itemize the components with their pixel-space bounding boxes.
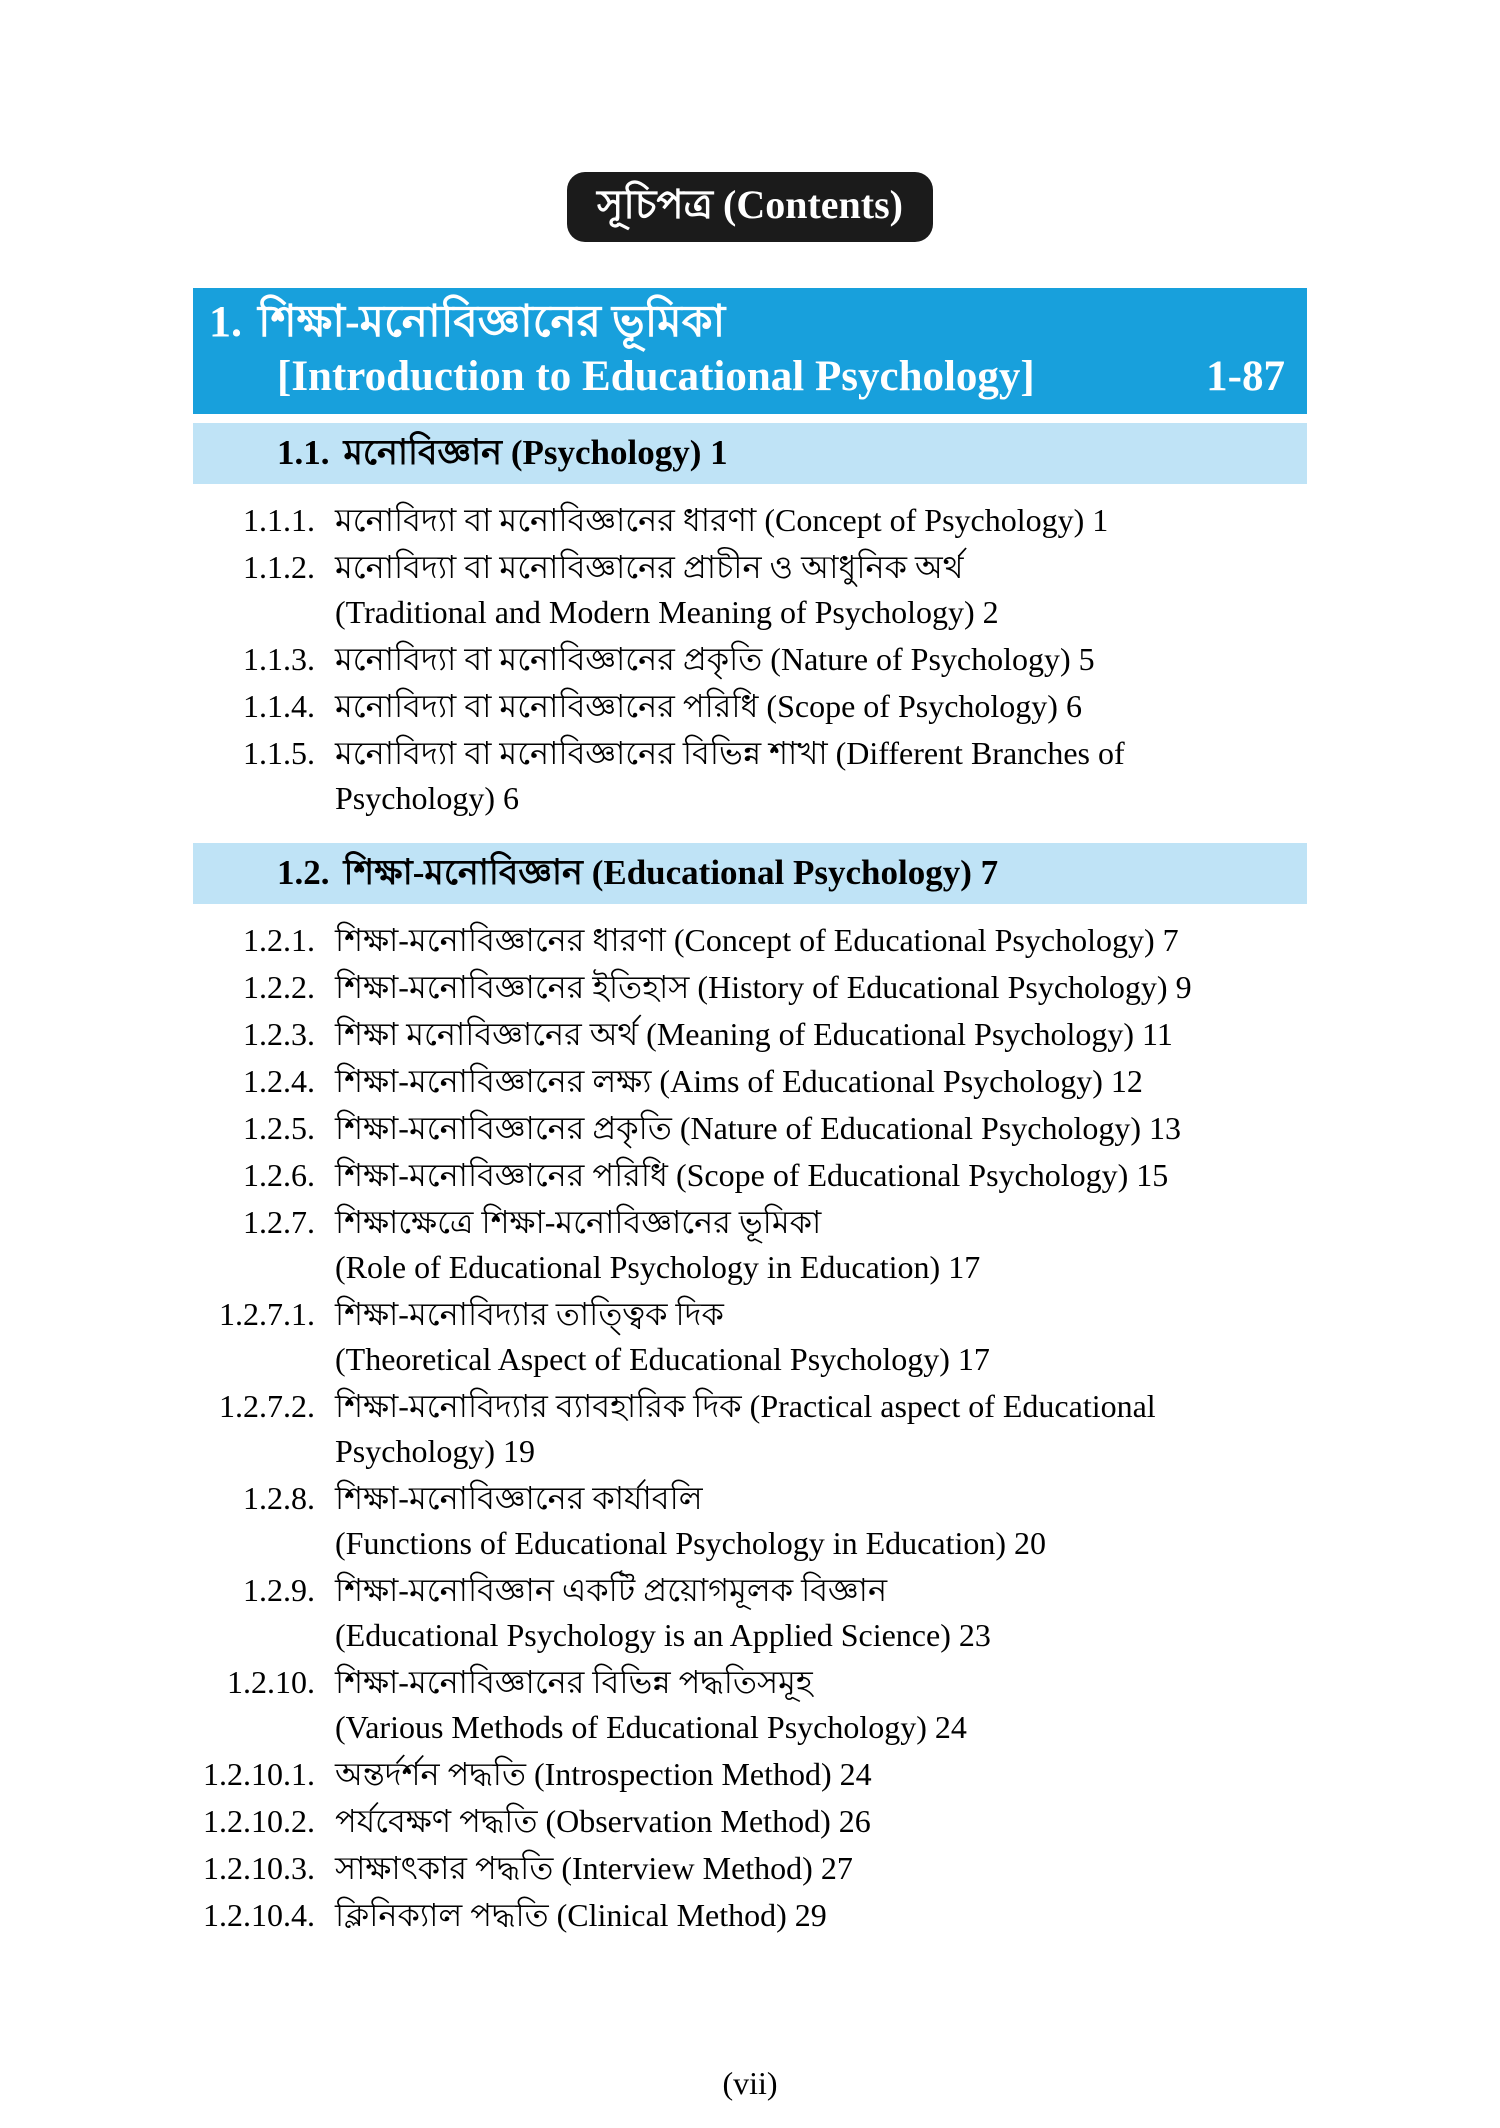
chapter-title-english: [Introduction to Educational Psychology] — [277, 353, 1035, 400]
toc-entry — [0, 1059, 1500, 1104]
toc-entry — [0, 637, 1500, 682]
entry-number: 1.2.2. — [243, 969, 315, 1005]
toc-entry — [0, 1106, 1500, 1151]
contents-badge-row — [0, 0, 1500, 242]
entry-number: 1.1.1. — [243, 502, 315, 538]
entry-line: শিক্ষা-মনোবিদ্যার ব্যাবহারিক দিক (Practical aspect of Educational — [335, 1388, 1156, 1424]
entry-number: 1.2.5. — [243, 1110, 315, 1146]
entry-text — [335, 1106, 1380, 1151]
chapter-title-bengali-line — [209, 296, 1285, 348]
entry-number: 1.2.7.1. — [219, 1296, 315, 1332]
entry-text — [335, 637, 1380, 682]
entry-text — [335, 1292, 1380, 1382]
entry-line: শিক্ষা-মনোবিজ্ঞানের কার্যাবলি — [335, 1480, 703, 1516]
chapter-page-range: 1-87 — [1206, 353, 1285, 400]
entry-line: শিক্ষা-মনোবিজ্ঞানের বিভিন্ন পদ্ধতিসমূহ — [335, 1664, 813, 1700]
section-title: শিক্ষা-মনোবিজ্ঞান (Educational Psychology) 7 — [343, 853, 999, 892]
toc-entry — [0, 1893, 1500, 1938]
entry-text — [335, 1752, 1380, 1797]
section-title: মনোবিজ্ঞান (Psychology) 1 — [343, 433, 728, 472]
toc-entry — [0, 545, 1500, 635]
entry-number: 1.2.6. — [243, 1157, 315, 1193]
entry-text — [335, 1568, 1380, 1658]
entry-number: 1.2.10.4. — [203, 1897, 315, 1933]
contents-title-badge: সূচিপত্র (Contents) — [567, 172, 933, 242]
entry-number: 1.2.1. — [243, 922, 315, 958]
toc-entry — [0, 1752, 1500, 1797]
entry-line: মনোবিদ্যা বা মনোবিজ্ঞানের বিভিন্ন শাখা (Different Branches of — [335, 735, 1125, 771]
entry-line: মনোবিদ্যা বা মনোবিজ্ঞানের পরিধি (Scope of Psychology) 6 — [335, 688, 1082, 724]
entry-line: শিক্ষা-মনোবিজ্ঞানের ধারণা (Concept of Educational Psychology) 7 — [335, 922, 1179, 958]
entry-line: শিক্ষাক্ষেত্রে শিক্ষা-মনোবিজ্ঞানের ভূমিকা — [335, 1204, 822, 1240]
chapter-title-english-line — [209, 352, 1285, 402]
entry-number: 1.1.3. — [243, 641, 315, 677]
section-number: 1.1. — [277, 433, 330, 472]
entry-text — [335, 731, 1380, 821]
entry-line: শিক্ষা-মনোবিদ্যার তাত্ত্বিক দিক — [335, 1296, 724, 1332]
entry-text — [335, 1893, 1380, 1938]
entry-number: 1.1.5. — [243, 735, 315, 771]
entry-line: শিক্ষা-মনোবিজ্ঞানের ইতিহাস (History of Educational Psychology) 9 — [335, 969, 1192, 1005]
toc-entry — [0, 1846, 1500, 1891]
entry-text — [335, 1153, 1380, 1198]
entry-number: 1.2.9. — [243, 1572, 315, 1608]
entry-line: (Educational Psychology is an Applied Science) 23 — [335, 1617, 991, 1653]
entry-number: 1.2.10. — [227, 1664, 315, 1700]
entry-text — [335, 1476, 1380, 1566]
entry-number: 1.2.3. — [243, 1016, 315, 1052]
entry-line: শিক্ষা মনোবিজ্ঞানের অর্থ (Meaning of Educational Psychology) 11 — [335, 1016, 1173, 1052]
entry-line: (Role of Educational Psychology in Education) 17 — [335, 1249, 981, 1285]
entry-text — [335, 1384, 1380, 1474]
entry-line: (Theoretical Aspect of Educational Psychology) 17 — [335, 1341, 990, 1377]
entry-line: Psychology) 6 — [335, 780, 519, 816]
entry-line: ক্লিনিক্যাল পদ্ধতি (Clinical Method) 29 — [335, 1897, 827, 1933]
entry-text — [335, 498, 1380, 543]
entry-line: শিক্ষা-মনোবিজ্ঞানের প্রকৃতি (Nature of Educational Psychology) 13 — [335, 1110, 1182, 1146]
toc-entry — [0, 1292, 1500, 1382]
toc-entry — [0, 731, 1500, 821]
chapter-banner — [193, 288, 1307, 414]
entry-number: 1.1.2. — [243, 549, 315, 585]
toc-entry — [0, 684, 1500, 729]
entry-line: Psychology) 19 — [335, 1433, 535, 1469]
entry-number: 1.2.10.1. — [203, 1756, 315, 1792]
section-number: 1.2. — [277, 853, 330, 892]
entry-text — [335, 1200, 1380, 1290]
chapter-title-bengali: শিক্ষা-মনোবিজ্ঞানের ভূমিকা — [258, 297, 726, 346]
entry-line: শিক্ষা-মনোবিজ্ঞানের লক্ষ্য (Aims of Educational Psychology) 12 — [335, 1063, 1143, 1099]
section-header — [193, 843, 1307, 904]
toc-entry — [0, 1476, 1500, 1566]
entry-line: পর্যবেক্ষণ পদ্ধতি (Observation Method) 26 — [335, 1803, 871, 1839]
entry-line: শিক্ষা-মনোবিজ্ঞান একটি প্রয়োগমূলক বিজ্ঞান — [335, 1572, 888, 1608]
entry-line: (Traditional and Modern Meaning of Psychology) 2 — [335, 594, 999, 630]
entry-text — [335, 1012, 1380, 1057]
page-number-footer: (vii) — [722, 2065, 778, 2101]
entry-number: 1.2.7. — [243, 1204, 315, 1240]
entry-text — [335, 684, 1380, 729]
entry-line: (Functions of Educational Psychology in Education) 20 — [335, 1525, 1046, 1561]
toc-entry — [0, 1153, 1500, 1198]
chapter-number: 1. — [209, 297, 242, 346]
entry-text — [335, 545, 1380, 635]
entry-text — [335, 918, 1380, 963]
entry-line: সাক্ষাৎকার পদ্ধতি (Interview Method) 27 — [335, 1850, 853, 1886]
entry-number: 1.2.4. — [243, 1063, 315, 1099]
toc-entry — [0, 1568, 1500, 1658]
table-of-contents — [0, 423, 1500, 1938]
entry-text — [335, 965, 1380, 1010]
toc-entry — [0, 1799, 1500, 1844]
entry-number: 1.2.7.2. — [219, 1388, 315, 1424]
toc-entry — [0, 1012, 1500, 1057]
entry-line: মনোবিদ্যা বা মনোবিজ্ঞানের প্রাচীন ও আধুনিক অর্থ — [335, 549, 964, 585]
entry-text — [335, 1660, 1380, 1750]
entry-text — [335, 1799, 1380, 1844]
entry-line: মনোবিদ্যা বা মনোবিজ্ঞানের প্রকৃতি (Nature of Psychology) 5 — [335, 641, 1095, 677]
entry-line: অন্তর্দর্শন পদ্ধতি (Introspection Method) 24 — [335, 1756, 872, 1792]
entry-number: 1.2.10.3. — [203, 1850, 315, 1886]
entry-line: শিক্ষা-মনোবিজ্ঞানের পরিধি (Scope of Educational Psychology) 15 — [335, 1157, 1169, 1193]
entry-line: (Various Methods of Educational Psychology) 24 — [335, 1709, 967, 1745]
entry-line: মনোবিদ্যা বা মনোবিজ্ঞানের ধারণা (Concept of Psychology) 1 — [335, 502, 1109, 538]
toc-entry — [0, 498, 1500, 543]
toc-entry — [0, 1200, 1500, 1290]
entry-text — [335, 1059, 1380, 1104]
section-header — [193, 423, 1307, 484]
entry-text — [335, 1846, 1380, 1891]
entry-number: 1.2.8. — [243, 1480, 315, 1516]
toc-entry — [0, 918, 1500, 963]
toc-entry — [0, 1660, 1500, 1750]
toc-entry — [0, 1384, 1500, 1474]
entry-number: 1.2.10.2. — [203, 1803, 315, 1839]
toc-entry — [0, 965, 1500, 1010]
entry-number: 1.1.4. — [243, 688, 315, 724]
